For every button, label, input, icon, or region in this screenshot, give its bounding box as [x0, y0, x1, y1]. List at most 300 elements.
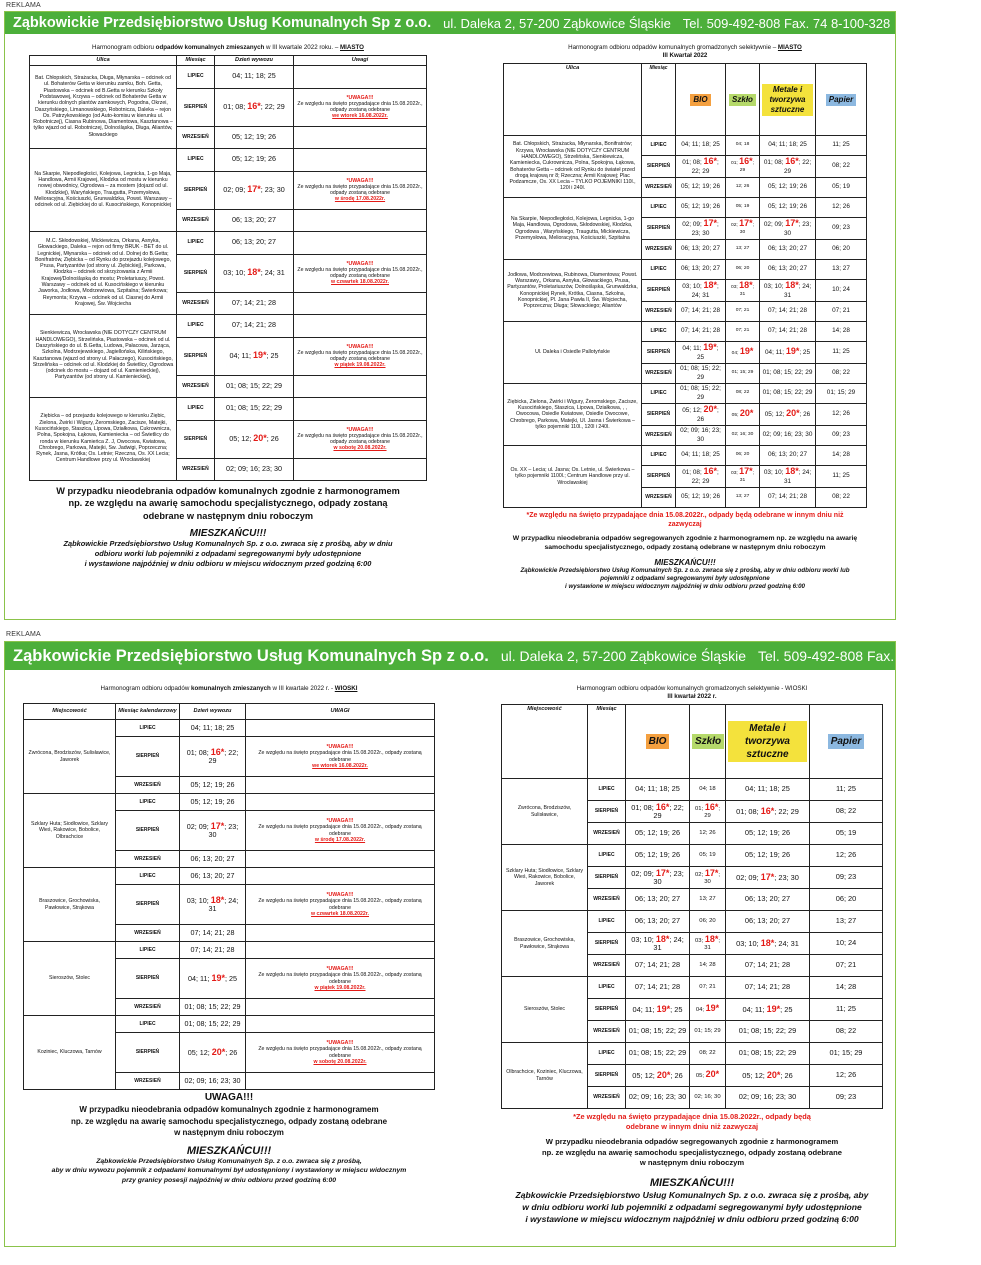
month-cell: LIPIEC [177, 397, 215, 420]
metals-days: 05; 12; 19; 26 [760, 178, 816, 198]
bio-days: 04; 11; 19*; 25 [626, 999, 690, 1021]
notes-cell [246, 999, 435, 1016]
advertisement-label-2: REKLAMA [6, 631, 41, 638]
bottom-mixed-residents-body: Ząbkowickie Przedsiębiorstwo Usług Komunalnych Sp. z o.o. zwraca się z prośbą, aby w dniu wywozu pojemnik z odpadami komunalnymi był udostępniony i wystawiony w miejscu widocznym przy granicy posesji najpóźniej w dniu odbioru przed godziną 6:00 [51, 1157, 407, 1184]
holiday-shifted-date: 17* [704, 867, 719, 878]
bio-days: 07; 14; 21; 28 [626, 977, 690, 999]
month-cell: LIPIEC [588, 977, 626, 999]
warning-text: Ze względu na święto przypadające dnia 15.08.2022r., odpady zostaną odebrane [297, 183, 423, 197]
bottom-selective-residents-body: Ząbkowickie Przedsiębiorstwo Usług Komunalnych Sp. z o.o. zwraca się z prośbą, aby w dniu odbioru worki lub pojemniki z odpadami segregowanymi były udostępnione i wystawione w miejscu widocznym najpóźniej w dniu odbioru przed godziną 6:00 [515, 1189, 869, 1224]
top-banner [5, 12, 895, 34]
pickup-days: 06; 13; 20; 27 [180, 868, 246, 885]
paper-days: 10; 24 [810, 933, 883, 955]
month-cell: WRZESIEŃ [642, 488, 676, 508]
metals-days: 04; 11; 19*; 25 [760, 342, 816, 364]
table-row [504, 198, 867, 218]
bio-days: 03; 10; 18*; 24; 31 [676, 280, 726, 302]
paper-days: 12; 26 [816, 404, 867, 426]
bio-days: 01; 08; 15; 22; 29 [676, 384, 726, 404]
glass-days: 05; 20* [726, 404, 760, 426]
header-glass: Szkło [726, 64, 760, 136]
holiday-shifted-date: 20* [656, 1069, 671, 1080]
metals-days: 01; 08; 16*; 22; 29 [726, 801, 810, 823]
paper-days: 11; 25 [816, 466, 867, 488]
holiday-shifted-date: 16* [703, 466, 718, 476]
metals-days: 06; 13; 20; 27 [760, 260, 816, 280]
holiday-shifted-date: 20* [705, 1069, 720, 1080]
bio-days: 05; 12; 19; 26 [626, 823, 690, 845]
banner-address: ul. Daleka 2, 57-200 Ząbkowice Śląskie [500, 648, 746, 664]
table-row [502, 845, 883, 867]
table-row [24, 942, 435, 959]
month-cell: SIERPIEŃ [177, 254, 215, 292]
street-list: Szklary Huta; Siodłowice, Szklary Wieś, Rakowice, Bobolice, Olbrachcice [24, 794, 116, 868]
bio-days: 02; 09; 16; 23; 30 [626, 1087, 690, 1109]
month-cell: WRZESIEŃ [642, 302, 676, 322]
paper-days: 08; 22 [816, 488, 867, 508]
warning-title: *UWAGA!!! [326, 818, 354, 825]
glass-days: 04; 19* [690, 999, 726, 1021]
notes-cell [246, 925, 435, 942]
glass-days: 03; 17*; 31 [726, 466, 760, 488]
warning-text: Ze względu na święto przypadające dnia 15.08.2022r., odpady zostaną odebrane [297, 432, 423, 446]
metals-days: 02; 09; 17*; 23; 30 [760, 218, 816, 240]
month-cell: WRZESIEŃ [116, 999, 180, 1016]
paper-days: 14; 28 [816, 322, 867, 342]
bio-days: 02; 09; 17*; 23; 30 [626, 867, 690, 889]
top-mixed-table [29, 55, 427, 481]
paper-days: 14; 28 [816, 446, 867, 466]
metals-days: 06; 13; 20; 27 [760, 446, 816, 466]
month-cell: SIERPIEŃ [588, 1065, 626, 1087]
month-cell: SIERPIEŃ [177, 171, 215, 209]
bottom-mixed-table [23, 703, 435, 1090]
holiday-shifted-date: 20* [739, 407, 754, 418]
top-mixed-column [29, 44, 427, 619]
bio-days: 01; 08; 15; 22; 29 [676, 364, 726, 384]
glass-days: 01; 15; 29 [726, 364, 760, 384]
top-selective-column [503, 44, 867, 619]
banner-phone: Tel. 509-492-808 Fax. 74 8-100-328 [682, 15, 891, 31]
pickup-days: 05; 12; 19; 26 [180, 794, 246, 811]
street-list: Jodłowa, Modrzewiowa, Rubinowa, Diamentowa; Powst. Warszawy,, Orkana, Asnyka, Głowackiego, Prusa, Partyzantów, Proletariuszów, Dolnośląska, Grunwaldzka, Konopnickiej Rynek, Krótka, Ciasna, Szkolna, Konopnickiej, Pl. Jana Pawła II, Św. Wojciecha, Poprzeczna; Długa; Słowackiego; Aliantów [504, 260, 642, 322]
header-place: Miejscowość [502, 705, 588, 779]
paper-days: 08; 22 [816, 156, 867, 178]
table-row [24, 794, 435, 811]
street-list: Os. XX – Lecia; ul. Jasna; Os. Letnie, ul. Świerkowa – tylko pojemniki 1100l.; Centrum Handlowe przy ul. Wrocławskiej [504, 446, 642, 508]
table-row [30, 148, 427, 171]
header-bio: BIO [676, 64, 726, 136]
metals-days: 02; 09; 16; 23; 30 [726, 1087, 810, 1109]
metals-days: 06; 13; 20; 27 [726, 889, 810, 911]
pickup-days: 01; 08; 15; 22; 29 [215, 375, 294, 397]
bottom-selective-table [501, 704, 883, 1109]
holiday-shifted-date: 18* [760, 937, 775, 948]
pickup-days: 03; 10; 18*; 24; 31 [215, 254, 294, 292]
street-list: Szklary Huta; Siodłowice, Szklary Wieś, Rakowice, Bobolice, Jaworek [502, 845, 588, 911]
top-selective-caption: Harmonogram odbioru odpadów komunalnych gromadzonych selektywnie – MIASTO III Kwartał 2022 [568, 44, 802, 59]
metals-days: 05; 12; 20*; 26 [726, 1065, 810, 1087]
paper-days: 09; 23 [816, 426, 867, 446]
glass-days: 04; 18 [690, 779, 726, 801]
top-selective-residents-title: MIESZKAŃCU!!! [654, 558, 716, 567]
month-cell: LIPIEC [642, 198, 676, 218]
street-list: Bat. Chłopskich, Strażacka, Długa, Młynarska – odcinek od ul. Bohaterów Getta w kierunku zamku, Boh. Getta, Piastowska – odcinek od B.Getta w kierunku Szkoły Podstawowej, Krzywa – odcinek od Bohaterów Getta w kierunku dolnych plantów zamkowych, Pogodna, Okrzei, Daszyńskiego, Limanowskiego, Robotnicza, Daleka – rejon Os. Patrzykowskiego (od Auto-komisu w kierunku ul. Robotniczej), Ciasna Rubinowa, Diamentowa, Kasztanowa – tylko wjazd od ul. Robotniczej, Dolnośląska, Długa, Aliantów, Słowackiego [30, 65, 177, 148]
holiday-shifted-date: 16* [655, 801, 670, 812]
pickup-days: 06; 13; 20; 27 [180, 851, 246, 868]
pickup-days: 05; 12; 19; 26 [215, 126, 294, 148]
notes-cell [294, 65, 427, 88]
notes-cell [294, 126, 427, 148]
month-cell: WRZESIEŃ [588, 955, 626, 977]
table-row [504, 260, 867, 280]
top-mixed-caption: Harmonogram odbioru odpadów komunalnych zmieszanych w III kwartale 2022 roku. – MIASTO [92, 44, 364, 51]
month-cell: SIERPIEŃ [642, 466, 676, 488]
month-cell: WRZESIEŃ [588, 823, 626, 845]
notes-cell [246, 959, 435, 999]
table-row [30, 65, 427, 88]
holiday-shifted-date: 18* [247, 267, 261, 278]
warning-day: w środę 17.08.2022r. [314, 836, 366, 843]
paper-days: 13; 27 [810, 911, 883, 933]
top-mixed-residents-title: MIESZKAŃCU!!! [189, 528, 267, 540]
holiday-shifted-date: 19* [252, 350, 267, 361]
month-cell: WRZESIEŃ [588, 1021, 626, 1043]
header-metals: Metale i tworzywa sztuczne [760, 64, 816, 136]
bio-days: 01; 08; 16*; 22; 29 [676, 156, 726, 178]
bio-days: 06; 13; 20; 27 [676, 260, 726, 280]
metals-days: 07; 14; 21; 28 [760, 322, 816, 342]
advertisement-label: REKLAMA [6, 2, 41, 9]
month-cell: SIERPIEŃ [116, 885, 180, 925]
metals-days: 07; 14; 21; 28 [760, 302, 816, 322]
month-cell: LIPIEC [177, 314, 215, 337]
paper-days: 05; 19 [816, 178, 867, 198]
paper-days: 11; 25 [816, 136, 867, 156]
pickup-days: 05; 12; 20*; 26 [215, 420, 294, 458]
glass-days: 07; 21 [690, 977, 726, 999]
bio-days: 06; 13; 20; 27 [676, 240, 726, 260]
street-list: Sienkiewicza, Wrocławska (NIE DOTYCZY CENTRUM HANDLOWEGO), Strzelińska, Piastowska – odcinek od ul. Daszyńskiego do ul. B.Getta, Ludowa, Pałacowa, Jarząca, Szkolna, Modrzejewskiego, Jagiellońska, Kilińskiego, Kasztanowa (wjazd od strony ul. Pałaczego), Kusocińskiego, Strzelińska – odcinek od ul. Kłodzkiej do Świetlicy, Ogrodowa (odcinek do mostu – dojazd od ul. Kamienieckiej), Partyzantów (od strony ul. Kamienieckiej), [30, 314, 177, 397]
notes-cell [294, 171, 427, 209]
month-cell: WRZESIEŃ [642, 240, 676, 260]
glass-days: 02; 17*; 30 [690, 867, 726, 889]
notes-cell [294, 148, 427, 171]
holiday-shifted-date: 17* [655, 867, 670, 878]
header-paper: Papier [816, 64, 867, 136]
warning-text: Ze względu na święto przypadające dnia 15.08.2022r., odpady zostaną odebrane [258, 824, 422, 837]
paper-days: 11; 25 [816, 342, 867, 364]
paper-days: 06; 20 [816, 240, 867, 260]
paper-days: 01; 15; 29 [816, 384, 867, 404]
banner-company: Ząbkowickie Przedsiębiorstwo Usług Komunalnych Sp z o.o. [13, 646, 489, 665]
pickup-days: 03; 10; 18*; 24; 31 [180, 885, 246, 925]
month-cell: LIPIEC [588, 779, 626, 801]
table-row [30, 231, 427, 254]
pickup-days: 02; 09; 17*; 23; 30 [215, 171, 294, 209]
warning-title: *UWAGA!!! [346, 177, 374, 184]
bottom-mixed-residents-title: MIESZKAŃCU!!! [186, 1144, 272, 1157]
pickup-days: 07; 14; 21; 28 [180, 942, 246, 959]
holiday-shifted-date: 16* [210, 746, 225, 757]
metals-days: 05; 12; 19; 26 [726, 823, 810, 845]
month-cell: SIERPIEŃ [642, 218, 676, 240]
month-cell: LIPIEC [177, 65, 215, 88]
holiday-shifted-date: 19* [656, 1003, 671, 1014]
glass-days: 05; 19 [690, 845, 726, 867]
bio-days: 01; 08; 15; 22; 29 [626, 1021, 690, 1043]
banner-address: ul. Daleka 2, 57-200 Ząbkowice Śląskie [443, 15, 671, 31]
holiday-shifted-date: 19* [211, 972, 225, 983]
warning-title: *UWAGA!!! [346, 94, 374, 101]
month-cell: LIPIEC [642, 384, 676, 404]
header-glass: Szkło [690, 705, 726, 779]
month-cell: WRZESIEŃ [177, 458, 215, 480]
header-street: Ulica [30, 56, 177, 66]
street-list: Na Skarpie, Niepodległości, Kolejowa, Legnicka, 1-go Maja, Handlowa, Armii Krajowej, Kłodzka od mostu w kierunku nowej obwodnicy, Ogrodowa – za mostem (dojazd od ul. Kłodzkiej), Waryńskiego, Traugutta, Przemysłowa, Melioracyjna, Kościuszki, Grunwaldzka, Powst. Warszawy – odcinek od ul. Ziębickiej do ul. Kusocińskiego, Konopnickiej [30, 148, 177, 231]
month-cell: WRZESIEŃ [116, 925, 180, 942]
month-cell: LIPIEC [177, 148, 215, 171]
glass-days: 01; 16*; 29 [690, 801, 726, 823]
pickup-days: 07; 14; 21; 28 [215, 314, 294, 337]
street-list: M.C. Skłodowskiej, Mickiewicza, Orkana, Asnyka, Głowackiego, Daleka – rejon od firmy BRUK - BET do ul. Legnickiej, Młynarska – odcinek od ul. Dolnej do B.Getta; Bonifratrów, Ziębicka – od Rynku do przejazdu kolejowego, Prusa, Partyzantów (od strony ul. Ziębickiej), Parkowa, Kłodzka – odcinek od skrzyżowania z Armii Krajowej/Dolnośląską do mostu; Proletariuszy, Powst. Warszawy – odcinek od ul. Kusocińskiego w kierunku Jaworka, Jodłowa, Modrzewiowa, Szpitalna; Świerkowa; Reymonta; Krzywa – odcinek od ul. Ciasnej do Armii Krajowej, Św. Wojciecha [30, 231, 177, 314]
bio-days: 06; 13; 20; 27 [626, 911, 690, 933]
notes-cell [246, 794, 435, 811]
glass-days: 05; 20* [690, 1065, 726, 1087]
street-list: Zwrócona, Brodziszów, Sulisławice, Jaworek [24, 720, 116, 794]
pickup-days: 05; 12; 20*; 26 [180, 1033, 246, 1073]
holiday-shifted-date: 17* [703, 218, 718, 228]
street-list: Braszowice, Grochowiska, Pawłowice, Strąkowa [24, 868, 116, 942]
header-metals: Metale i tworzywa sztuczne [726, 705, 810, 779]
month-cell: WRZESIEŃ [642, 426, 676, 446]
metals-days: 06; 13; 20; 27 [726, 911, 810, 933]
holiday-shifted-date: 16* [760, 805, 775, 816]
street-list: Koziniec, Kluczowa, Tarnów [24, 1016, 116, 1090]
bio-days: 01; 08; 16*; 22; 29 [626, 801, 690, 823]
bio-days: 04; 11; 18; 25 [676, 446, 726, 466]
holiday-shifted-date: 20* [253, 433, 267, 444]
glass-days: 05; 19 [726, 198, 760, 218]
glass-days: 03; 18*; 31 [690, 933, 726, 955]
header-street: Ulica [504, 64, 642, 136]
holiday-shifted-date: 17* [247, 184, 261, 195]
pickup-days: 01; 08; 15; 22; 29 [180, 999, 246, 1016]
glass-days: 08; 22 [690, 1043, 726, 1065]
notes-cell [294, 292, 427, 314]
paper-days: 07; 21 [816, 302, 867, 322]
metals-days: 07; 14; 21; 28 [726, 955, 810, 977]
holiday-shifted-date: 20* [766, 1069, 781, 1080]
holiday-shifted-date: 16* [785, 156, 799, 166]
top-selective-table [503, 63, 867, 508]
month-cell: WRZESIEŃ [177, 292, 215, 314]
glass-days: 06; 20 [690, 911, 726, 933]
notes-cell [294, 375, 427, 397]
month-cell: LIPIEC [177, 231, 215, 254]
month-cell: LIPIEC [588, 911, 626, 933]
pickup-days: 05; 12; 19; 26 [215, 148, 294, 171]
notes-cell [294, 88, 427, 126]
notes-cell [294, 458, 427, 480]
bio-days: 02; 09; 16; 23; 30 [676, 426, 726, 446]
banner-company: Ząbkowickie Przedsiębiorstwo Usług Komunalnych Sp z o.o. [13, 15, 432, 31]
notes-cell [294, 254, 427, 292]
month-cell: SIERPIEŃ [588, 933, 626, 955]
bottom-mixed-attention: UWAGA!!! [204, 1092, 254, 1103]
glass-days: 07; 21 [726, 302, 760, 322]
month-cell: WRZESIEŃ [116, 1073, 180, 1090]
bio-days: 04; 11; 18; 25 [676, 136, 726, 156]
bottom-selective-caption: Harmonogram odbioru odpadów komunalnych gromadzonych selektywnie - WIOSKI III kwartał 2022 r. [576, 685, 808, 700]
metals-days: 01; 08; 15; 22; 29 [760, 384, 816, 404]
bio-days: 06; 13; 20; 27 [626, 889, 690, 911]
month-cell: LIPIEC [116, 942, 180, 959]
bottom-mixed-caption: Harmonogram odbioru odpadów komunalnych zmieszanych w III kwartale 2022 r. - WIOSKI [100, 685, 358, 692]
holiday-shifted-date: 17* [739, 218, 753, 229]
month-cell: LIPIEC [642, 446, 676, 466]
paper-days: 11; 25 [810, 779, 883, 801]
table-row [24, 720, 435, 737]
bio-days: 07; 14; 21; 28 [676, 302, 726, 322]
warning-text: Ze względu na święto przypadające dnia 15.08.2022r., odpady zostaną odebrane [297, 266, 423, 280]
paper-days: 09; 23 [816, 218, 867, 240]
month-cell: SIERPIEŃ [642, 156, 676, 178]
bio-days: 04; 11; 19*; 25 [676, 342, 726, 364]
paper-days: 08; 22 [810, 1021, 883, 1043]
bottom-mixed-note: W przypadku nieodebrania odpadów komunalnych zgodnie z harmonogramem np. ze względu na awarię samochodu specjalistycznego, odpady zostaną odebrane w następnym dniu roboczym [70, 1105, 388, 1137]
month-cell: SIERPIEŃ [116, 1033, 180, 1073]
top-mixed-note: W przypadku nieodebrania odpadów komunalnych zgodnie z harmonogramem np. ze względu na awarię samochodu specjalistycznego, odpady zostaną odebrane w następnym dniu roboczym [56, 485, 400, 521]
paper-days: 09; 23 [810, 1087, 883, 1109]
glass-days: 13; 27 [726, 240, 760, 260]
paper-days: 12; 26 [816, 198, 867, 218]
glass-days: 08; 22 [726, 384, 760, 404]
paper-days: 12; 26 [810, 845, 883, 867]
glass-days: 12; 26 [726, 178, 760, 198]
pickup-days: 04; 11; 18; 25 [215, 65, 294, 88]
warning-text: Ze względu na święto przypadające dnia 15.08.2022r., odpady zostaną odebrane [258, 972, 422, 985]
paper-days: 08; 22 [816, 364, 867, 384]
table-row [502, 1043, 883, 1065]
month-cell: LIPIEC [642, 322, 676, 342]
header-paper: Papier [810, 705, 883, 779]
paper-days: 09; 23 [810, 867, 883, 889]
holiday-shifted-date: 18* [739, 280, 753, 291]
notes-cell [294, 420, 427, 458]
bottom-selective-footnote: *Ze względu na święto przypadające dnia 15.08.2022r., odpady będą odebrane w innym dniu niż zazwyczaj [573, 1112, 811, 1131]
street-list: Ul. Daleka i Osiedle Pallotyńskie [504, 322, 642, 384]
warning-day: w piątek 19.08.2022r. [314, 984, 366, 991]
month-cell: SIERPIEŃ [177, 420, 215, 458]
holiday-shifted-date: 20* [211, 1046, 226, 1057]
month-cell: SIERPIEŃ [177, 88, 215, 126]
header-notes: UWAGI [246, 704, 435, 720]
warning-title: *UWAGA!!! [326, 1040, 354, 1047]
warning-title: *UWAGA!!! [326, 744, 354, 751]
glass-days: 13; 27 [726, 488, 760, 508]
glass-days: 02; 17*; 30 [726, 218, 760, 240]
glass-days: 02; 16; 30 [726, 426, 760, 446]
month-cell: WRZESIEŃ [177, 375, 215, 397]
metals-days: 03; 10; 18*; 24; 31 [726, 933, 810, 955]
glass-days: 12; 26 [690, 823, 726, 845]
holiday-shifted-date: 18* [704, 933, 719, 944]
holiday-shifted-date: 19* [705, 1003, 720, 1014]
bio-days: 07; 14; 21; 28 [676, 322, 726, 342]
glass-days: 13; 27 [690, 889, 726, 911]
holiday-shifted-date: 18* [703, 280, 718, 290]
month-cell: SIERPIEŃ [177, 337, 215, 375]
notes-cell [246, 885, 435, 925]
month-cell: WRZESIEŃ [588, 1087, 626, 1109]
paper-days: 07; 21 [810, 955, 883, 977]
notes-cell [246, 777, 435, 794]
notes-cell [246, 1033, 435, 1073]
paper-days: 12; 26 [810, 1065, 883, 1087]
notes-cell [246, 1016, 435, 1033]
holiday-shifted-date: 19* [785, 346, 800, 357]
bio-days: 07; 14; 21; 28 [626, 955, 690, 977]
month-cell: WRZESIEŃ [642, 364, 676, 384]
month-cell: SIERPIEŃ [642, 404, 676, 426]
holiday-shifted-date: 17* [785, 218, 799, 228]
warning-day: w czwartek 18.08.2022r. [331, 279, 389, 286]
metals-days: 07; 14; 21; 28 [760, 488, 816, 508]
warning-title: *UWAGA!!! [326, 892, 354, 899]
pickup-days: 04; 11; 18; 25 [180, 720, 246, 737]
paper-days: 10; 24 [816, 280, 867, 302]
warning-text: Ze względu na święto przypadające dnia 15.08.2022r., odpady zostaną odebrane [258, 750, 422, 763]
header-calendar-month: Miesiąc kalendarzowy [116, 704, 180, 720]
table-row [502, 977, 883, 999]
paper-days: 11; 25 [810, 999, 883, 1021]
glass-days: 03; 18*; 31 [726, 280, 760, 302]
warning-title: *UWAGA!!! [346, 260, 374, 267]
notes-cell [246, 811, 435, 851]
metals-days: 01; 08; 16*; 22; 29 [760, 156, 816, 178]
warning-day: w sobotę 20.08.2022r. [313, 1058, 367, 1065]
table-row [24, 1016, 435, 1033]
pickup-days: 06; 13; 20; 27 [215, 231, 294, 254]
glass-days: 04; 18 [726, 136, 760, 156]
pickup-days: 02; 09; 16; 23; 30 [215, 458, 294, 480]
bio-days: 01; 08; 15; 22; 29 [626, 1043, 690, 1065]
warning-title: *UWAGA!!! [346, 426, 374, 433]
glass-days: 06; 20 [726, 260, 760, 280]
month-cell: LIPIEC [642, 136, 676, 156]
street-list: Bat. Chłopskich, Strażacka, Młynarska, Bonifratrów; Krzywa, Wrocławska (NIE DOTYCZY CENTRUM HANDLOWEGO), Strzelińska, Sienkiewicza, Kamieniecka, Cukrownicza, Polna, Spokojna, Łąkowa, Bohaterów Getta – odcinek od Rynku do świateł przed drogą krajową nr 8; Rzeczna; Armii Krajowej; Plac Podzamcze, Os. XX Lecia – TYLKO POJEMNIKI 110l., 120l i 240l. [504, 136, 642, 198]
notes-cell [246, 942, 435, 959]
holiday-shifted-date: 19* [739, 345, 754, 356]
header-bio: BIO [626, 705, 690, 779]
header-day: Dzień wywozu [180, 704, 246, 720]
month-cell: SIERPIEŃ [642, 280, 676, 302]
metals-days: 06; 13; 20; 27 [760, 240, 816, 260]
pickup-days: 07; 14; 21; 28 [180, 925, 246, 942]
holiday-shifted-date: 16* [247, 101, 261, 112]
bio-days: 02; 09; 17*; 23; 30 [676, 218, 726, 240]
pickup-days: 04; 11; 19*; 25 [180, 959, 246, 999]
street-list: Ziębicka, Zielona, Żwirki i Wigury, Żeromskiego, Zacisze, Kusocińskiego, Staszica, Lipowa, Działkowa, , , Owocowa, Osiedle Kwiatowe, Osiedle Owocowe, Chrobrego, Parkowa, Matejki, Ul. Jasna i Świerkowa – tylko pojemniki 110l., 120l i 240l. [504, 384, 642, 446]
month-cell: SIERPIEŃ [588, 867, 626, 889]
bio-days: 05; 12; 19; 26 [626, 845, 690, 867]
warning-day: w czwartek 18.08.2022r. [311, 910, 369, 917]
notes-cell [246, 737, 435, 777]
holiday-shifted-date: 18* [210, 894, 225, 905]
warning-text: Ze względu na święto przypadające dnia 15.08.2022r., odpady zostaną odebrane [297, 349, 423, 363]
glass-days: 01; 16*; 29 [726, 156, 760, 178]
